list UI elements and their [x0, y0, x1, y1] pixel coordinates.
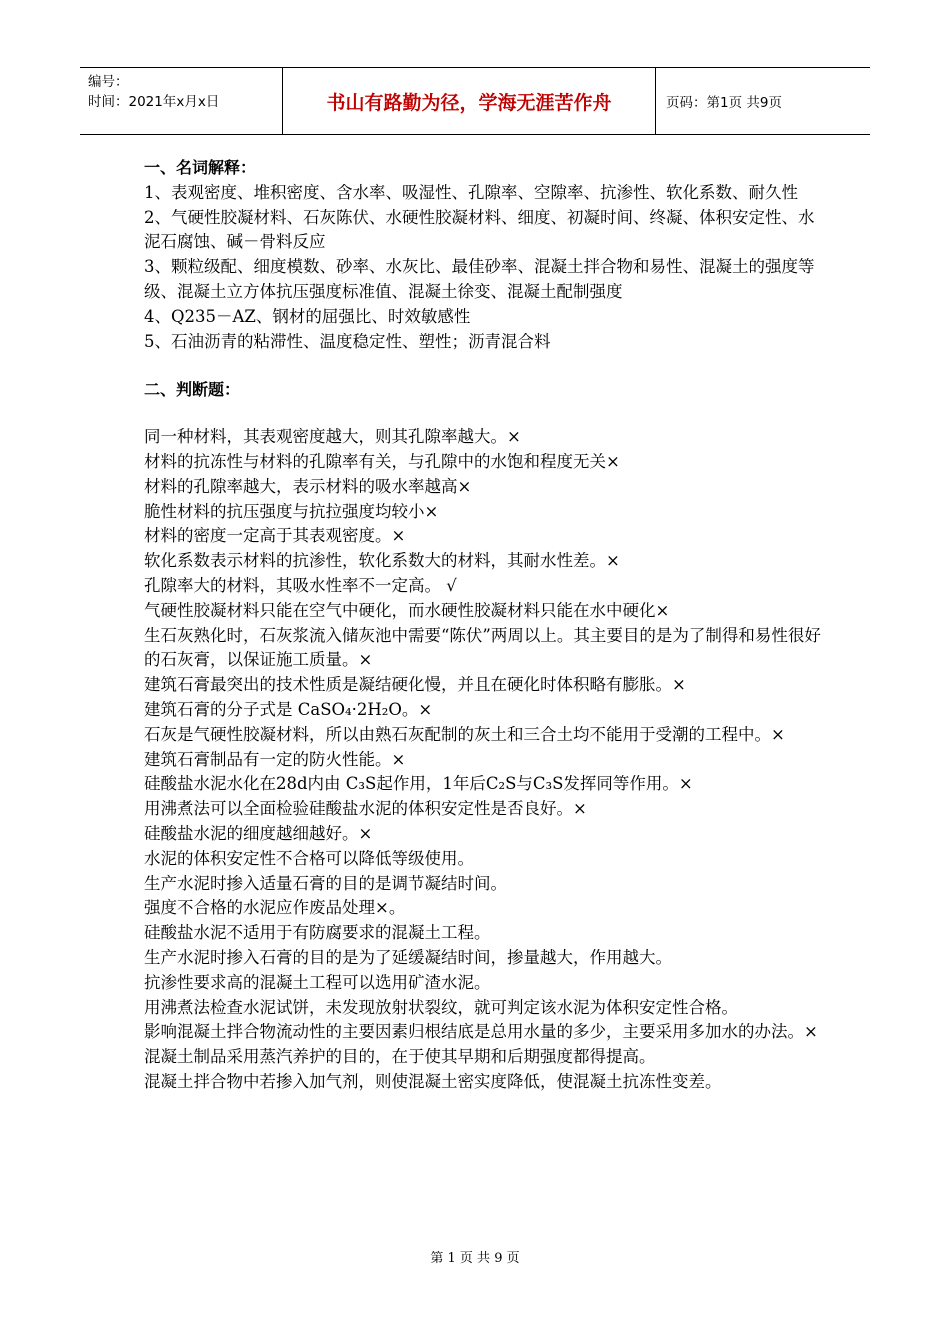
judgement-item: 材料的密度一定高于其表观密度。× [144, 526, 406, 546]
header-meta [80, 68, 282, 134]
judgement-item: 孔隙率大的材料，其吸水性率不一定高。 √ [144, 575, 457, 595]
judgement-item: 抗渗性要求高的混凝土工程可以选用矿渣水泥。 [144, 972, 491, 992]
judgement-item: 石灰是气硬性胶凝材料，所以由熟石灰配制的灰土和三合土均不能用于受潮的工程中。× [144, 724, 785, 744]
judgement-item: 水泥的体积安定性不合格可以降低等级使用。 [144, 848, 474, 868]
judgement-item: 材料的抗冻性与材料的孔隙率有关，与孔隙中的水饱和程度无关× [144, 451, 620, 471]
judgement-item: 软化系数表示材料的抗渗性，软化系数大的材料，其耐水性差。× [144, 551, 620, 571]
judgement-item: 混凝土制品采用蒸汽养护的目的，在于使其早期和后期强度都得提高。 [144, 1047, 656, 1067]
judgement-item: 建筑石膏制品有一定的防火性能。× [144, 749, 406, 769]
judgement-item: 同一种材料，其表观密度越大，则其孔隙率越大。× [144, 427, 521, 447]
judgement-item: 建筑石膏最突出的技术性质是凝结硬化慢，并且在硬化时体积略有膨胀。× [144, 675, 686, 695]
page-footer: 第 1 页 共 9 页 [430, 1251, 520, 1266]
term-item: 3、颗粒级配、细度模数、砂率、水灰比、最佳砂率、混凝土拌合物和易性、混凝土的强度等级、混凝土立方体抗压强度标准值、混凝土徐变、混凝土配制强度 [144, 257, 815, 301]
judgement-item: 脆性材料的抗压强度与抗拉强度均较小× [144, 501, 439, 521]
header-motto: 书山有路勤为径，学海无涯苦作舟 [282, 68, 656, 134]
judgement-item: 生产水泥时掺入石膏的目的是为了延缓凝结时间，掺量越大，作用越大。 [144, 947, 672, 967]
judgement-item: 材料的孔隙率越大，表示材料的吸水率越高× [144, 476, 472, 496]
judgement-item: 气硬性胶凝材料只能在空气中硬化，而水硬性胶凝材料只能在水中硬化× [144, 600, 670, 620]
section-title-terms: 一、名词解释： [144, 158, 257, 177]
term-item: 5、石油沥青的粘滞性、温度稳定性、塑性；沥青混合料 [144, 331, 551, 351]
number-label: 编号： [88, 74, 129, 90]
judgement-item: 混凝土拌合物中若掺入加气剂，则使混凝土密实度降低，使混凝土抗冻性变差。 [144, 1071, 722, 1091]
page-header [80, 67, 870, 135]
document-body [144, 156, 824, 1095]
judgement-item: 强度不合格的水泥应作废品处理×。 [144, 898, 406, 918]
judgement-item: 用沸煮法可以全面检验硅酸盐水泥的体积安定性是否良好。× [144, 799, 587, 819]
judgement-item: 生石灰熟化时，石灰浆流入储灰池中需要“陈伏”两周以上。其主要目的是为了制得和易性很好的石灰膏，以保证施工质量。× [144, 625, 821, 670]
term-item: 2、气硬性胶凝材料、石灰陈伏、水硬性胶凝材料、细度、初凝时间、终凝、体积安定性、水泥石腐蚀、碱－骨料反应 [144, 207, 815, 252]
term-item: 4、Q235－AZ、钢材的屈强比、时效敏感性 [144, 306, 471, 326]
section-title-judgement: 二、判断题： [144, 380, 241, 400]
judgement-item: 硅酸盐水泥不适用于有防腐要求的混凝土工程。 [144, 923, 491, 943]
date-label: 时间：2021年x月x日 [88, 94, 220, 110]
judgement-item: 建筑石膏的分子式是 CaSO₄·2H₂O。× [144, 699, 433, 719]
judgement-item: 影响混凝土拌合物流动性的主要因素归根结底是总用水量的多少，主要采用多加水的办法。× [144, 1022, 818, 1042]
judgement-item: 生产水泥时掺入适量石膏的目的是调节凝结时间。 [144, 873, 507, 893]
header-page-info: 页码：第1页 共9页 [666, 95, 782, 111]
judgement-item: 用沸煮法检查水泥试饼，未发现放射状裂纹，就可判定该水泥为体积安定性合格。 [144, 997, 738, 1017]
judgement-item: 硅酸盐水泥的细度越细越好。× [144, 823, 373, 843]
judgement-item: 硅酸盐水泥水化在28d内由 C₃S起作用，1年后C₂S与C₃S发挥同等作用。× [144, 774, 693, 794]
term-item: 1、表观密度、堆积密度、含水率、吸湿性、孔隙率、空隙率、抗渗性、软化系数、耐久性 [144, 182, 798, 202]
